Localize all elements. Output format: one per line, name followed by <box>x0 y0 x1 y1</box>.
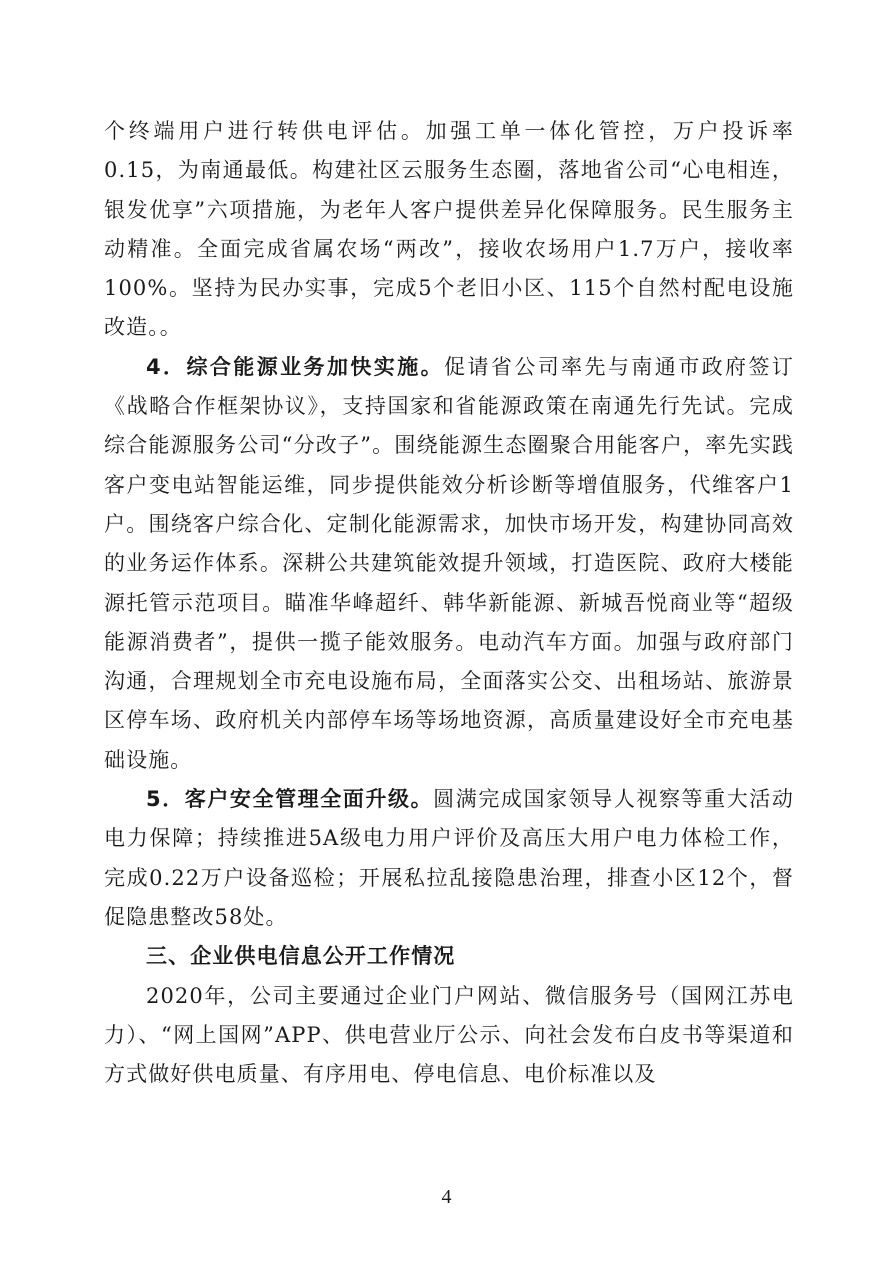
document-body <box>104 112 794 1094</box>
paragraph-info-disclosure <box>104 977 794 1095</box>
page-number: 4 <box>441 1186 452 1208</box>
paragraph-text: 个终端用户进行转供电评估。加强工单一体化管控，万户投诉率0.15，为南通最低。构建社区云服务生态圈，落地省公司“心电相连，银发优享”六项措施，为老年人客户提供差异化保障服务。民生服务主动精准。全面完成省属农场“两改”，接收农场用户1.7万户，接收率100%。坚持为民办实事，完成5个老旧小区、115个自然村配电设施改造。。 <box>104 119 794 340</box>
paragraph-customer-safety <box>104 780 794 937</box>
paragraph-lead-heading: 5．客户安全管理全面升级。 <box>146 787 434 812</box>
section-heading: 三、企业供电信息公开工作情况 <box>146 944 456 969</box>
paragraph-text: 2020年，公司主要通过企业门户网站、微信服务号（国网江苏电力）、“网上国网”APP、供电营业厅公示、向社会发布白皮书等渠道和方式做好供电质量、有序用电、停电信息、电价标准以及 <box>104 983 794 1087</box>
paragraph-text: 圆满完成国家领导人视察等重大活动电力保障；持续推进5A级电力用户评价及高压大用户电力体检工作，完成0.22万户设备巡检；开展私拉乱接隐患治理，排查小区12个，督促隐患整改58处。 <box>104 787 794 929</box>
paragraph-integrated-energy <box>104 348 794 780</box>
paragraph-lead-heading: 4．综合能源业务加快实施。 <box>146 354 445 379</box>
paragraph-continuation <box>104 112 794 348</box>
paragraph-text: 促请省公司率先与南通市政府签订《战略合作框架协议》，支持国家和省能源政策在南通先行先试。完成综合能源服务公司“分改子”。围绕能源生态圈聚合用能客户，率先实践客户变电站智能运维，同步提供能效分析诊断等增值服务，代维客户1户。围绕客户综合化、定制化能源需求，加快市场开发，构建协同高效的业务运作体系。深耕公共建筑能效提升领域，打造医院、政府大楼能源托管示范项目。瞄准华峰超纤、韩华新能源、新城吾悦商业等“超级能源消费者”，提供一揽子能效服务。电动汽车方面。加强与政府部门沟通，合理规划全市充电设施布局，全面落实公交、出租场站、旅游景区停车场、政府机关内部停车场等场地资源，高质量建设好全市充电基础设施。 <box>104 354 794 772</box>
